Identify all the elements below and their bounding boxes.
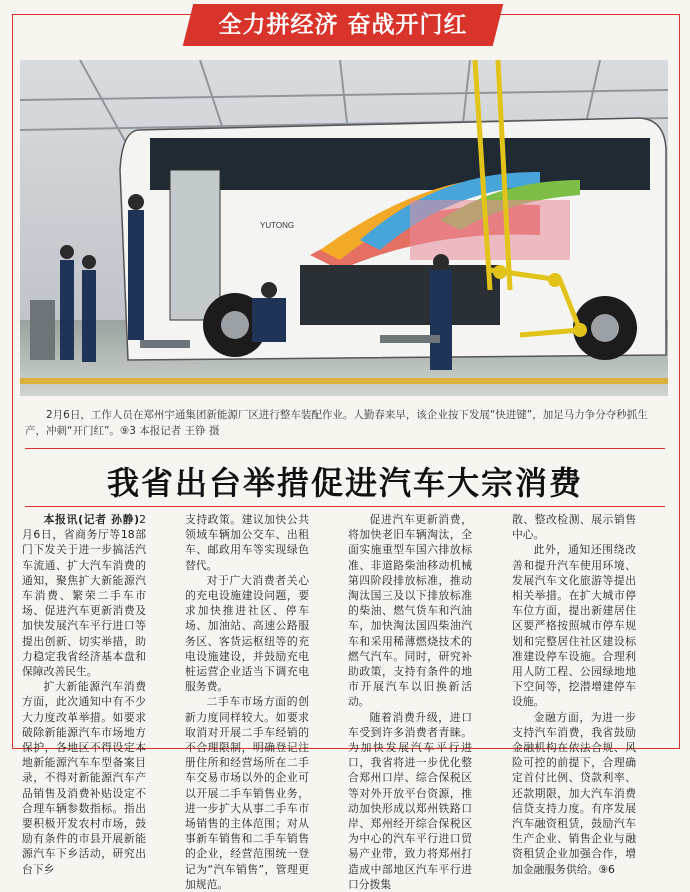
article-column-1 <box>22 512 146 877</box>
article-text: 2月6日，省商务厅等18部门下发关于进一步搞活汽车流通、扩大汽车消费的通知，聚焦扩大新能源汽车消费、繁荣二手车市场、促进汽车更新消费及加快发展汽车平行进口等提出创新、切实举措，助力稳定我省经济基本盘和保障改善民生。 <box>22 513 146 679</box>
news-photo <box>20 60 668 396</box>
caption-text: 2月6日，工作人员在郑州宇通集团新能源厂区进行整车装配作业。人勤春来早，该企业按下发展“快进键”，加足马力争分夺秒抓生产，冲刺“开门红”。⑨3 本报记者 王铮 摄 <box>25 409 648 437</box>
photo-caption <box>25 407 665 439</box>
article-headline: 我省出台举措促进汽车大宗消费 <box>106 464 583 502</box>
article-paragraph: 对于广大消费者关心的充电设施建设问题，要求加快推进社区、停车场、加油站、高速公路服务区、客货运枢纽等的充电设施建设，并鼓励充电桩运营企业适当下调充电服务费。 <box>185 573 309 694</box>
bus-brand-label: YUTONG <box>260 221 295 230</box>
article-byline: 本报讯(记者 孙静) <box>43 513 140 526</box>
article-column-2 <box>185 512 309 892</box>
article-paragraph: 散、整改检测、展示销售中心。 <box>512 513 636 542</box>
article-paragraph: 促进汽车更新消费，将加快老旧车辆淘汰，全面实施重型车国六排放标准、非道路柴油移动机械第四阶段排放标准，推动淘汰国三及以下排放标准的柴油、燃气货车和汽油车，加快淘汰国四柴油汽车和采用稀薄燃烧技术的燃气汽车。同时，研究补助政策，支持有条件的地市开展汽车以旧换新活动。 <box>348 513 472 709</box>
article-paragraph <box>22 512 146 679</box>
section-banner <box>183 4 503 46</box>
article-paragraph: 随着消费升级，进口车受到许多消费者青睐。为加快发展汽车平行进口，我省将进一步优化整合郑州口岸、综合保税区等对外开放平台资源，推动加快形成以郑州铁路口岸、郑州经开综合保税区为中心的汽车平行进口贸易产业带，致力将郑州打造成中部地区汽车平行进口分拨集 <box>348 710 472 891</box>
article-paragraph: 二手车市场方面的创新力度同样较大。如要求取消对开展二手车经销的不合理限制，明确登记注册住所和经营场所在二手车交易市场以外的企业可以开展二手车销售业务，进一步扩大从事二手车市场销售的主体范围；对从事新车销售和二手车销售的企业，经营范围统一登记为“汽车销售”，管理更加规范。 <box>185 695 309 891</box>
article-paragraph: 此外，通知还围绕改善和提升汽车使用环境、发展汽车文化旅游等提出相关举措。在扩大城市停车位方面，提出新建居住区要严格按照城市停车规划和完整居住社区建设标准建设停车设施。合理利用人防工程、公园绿地地下空间等，挖潜增建停车设施。 <box>512 543 636 709</box>
article-column-4 <box>512 512 636 877</box>
article-paragraph: 扩大新能源汽车消费方面，此次通知中有不少大力度改革举措。如要求破除新能源汽车市场地方保护，各地区不得设定本地新能源汽车车型备案目录，不得对新能源汽车产品销售及消费补贴设定不合理车辆参数指标。指出要积极开发农村市场，鼓励有条件的市县开展新能源汽车下乡活动，研究出台下乡 <box>22 680 146 876</box>
banner-title: 全力拼经济 奋战开门红 <box>218 12 468 38</box>
headline-bottom-rule <box>25 506 665 507</box>
article-paragraph: 金融方面，为进一步支持汽车消费，我省鼓励金融机构在依法合规、风险可控的前提下，合理确定首付比例、贷款利率、还款期限，加大汽车消费信贷支持力度。有序发展汽车融资租赁，鼓励汽车生产企业、销售企业与融资租赁企业加强合作，增加金融服务供给。⑨6 <box>512 710 636 876</box>
article-body <box>22 512 668 891</box>
article-paragraph: 支持政策。建议加快公共领域车辆加公交车、出租车、邮政用车等实现绿色替代。 <box>185 513 309 572</box>
article-column-3 <box>348 512 472 892</box>
headline-top-rule <box>25 448 665 449</box>
bus-assembly-photo-icon <box>20 60 668 396</box>
